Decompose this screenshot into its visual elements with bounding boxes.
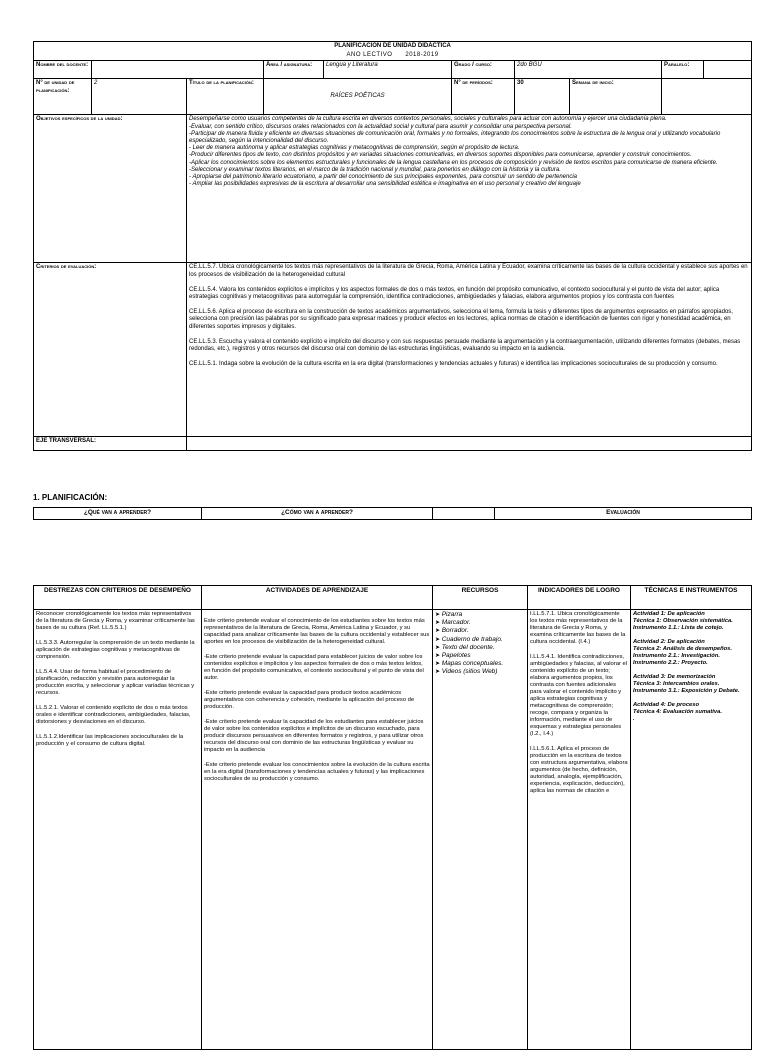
objetivo-item: -Participar de manera fluida y eficiente en diversas situaciones de comunicación oral, formales y no formales, integrando los conocimientos sobre la estructura de la lengua oral y utilizando vocabulario especializado, según la intencionalidad del discurso. (189, 130, 721, 145)
paralelo-label: Paralelo: (662, 61, 704, 79)
indicadores-cell (528, 610, 631, 1050)
tecnica-actividad: Actividad 4: De proceso (633, 702, 700, 708)
tecnica-tecnica: Técnica 4: Evaluación sumativa. (633, 709, 722, 715)
tecnica-instrumento: . (633, 716, 635, 722)
criterio-item: CE.LL.5.6. Aplica el proceso de escritura en la construcción de textos académicos argumentativos, selecciona el tema, formula la tesis y diferentes tipos de argumentos expresados en párrafos apropiados, selecciona con precisión las palabras por su significado para expresar matices y producir efectos en los lectores, aplica normas de citación e identificación de fuentes con rigor y honestidad académica, en diferentes soportes impresos y digitales. (189, 309, 733, 330)
main-table (33, 585, 752, 1050)
criterio-item: CE.LL.5.3. Escucha y valora el contenido explícito e implícito del discurso y con sus respuestas persuade mediante la argumentación y la contraargumentación, utilizando diferentes formatos (debates, mesas redondas, etc.), registros y otros recursos del discurso oral con dominio de las estructuras lingüísticas, evaluando su impacto en la audiencia. (189, 338, 741, 353)
semana-value[interactable] (662, 79, 752, 115)
docente-value[interactable] (92, 61, 264, 79)
objetivo-item: - Ampliar las posibilidades expresivas de la escritura al desarrollar una sensibilidad estética e imaginativa en el uso personal y creativo del lenguaje (189, 181, 581, 188)
area-value: Lengua y Literatura (324, 61, 452, 79)
periodos-value: 30 (515, 79, 570, 115)
tecnicas-header: TÉCNICAS E INSTRUMENTOS (631, 586, 752, 610)
recurso-item: ➤ Borrador. (435, 627, 525, 635)
evaluacion-header: Evaluación (495, 508, 752, 520)
recurso-item: ➤ Pizarra (435, 611, 525, 619)
actividad-item: -Este criterio pretende evaluar la capacidad para producir textos académicos argumentativos con coherencia y cohesión, mediante la aplicación del proceso de producción. (204, 690, 415, 710)
tecnica-block (633, 611, 749, 632)
criterios-text (187, 263, 752, 437)
grado-label: Grado / curso: (452, 61, 515, 79)
year-value: 2018-2019 (405, 52, 439, 59)
destreza-item: LL.5.3.3. Autorregular la comprensión de un texto mediante la aplicación de estrategias cognitivas y metacognitivas de comprensión. (36, 640, 195, 660)
tecnica-instrumento: Instrumento 1.1.: Lista de cotejo. (633, 625, 724, 631)
actividad-item: Este criterio pretende evaluar el conocimiento de los estudiantes sobre los textos más representativos de la literatura de Grecia, Roma, América Latina y Ecuador, y su capacidad para analizar críticamente las bases de la cultura occidental y establecer sus aportes en los procesos de visibilización de la heterogeneidad cultural. (204, 618, 430, 645)
actividades-cell (202, 610, 433, 1050)
criterio-item: CE.LL.5.1. Indaga sobre la evolución de la cultura escrita en la era digital (transformaciones y tendencias actuales y futuras) e identifica las implicaciones socioculturales de su producción y consumo. (189, 361, 718, 368)
eje-value[interactable] (187, 437, 752, 451)
objetivo-item: -Aplicar los conocimientos sobre los elementos estructurales y funcionales de la lengua castellana en los procesos de composición y revisión de textos escritos para comunicarse de manera eficiente. (189, 159, 718, 166)
indicador-item: I.LL.5.4.1. Identifica contradicciones, ambigüedades y falacias, al valorar el contenido explícito de un texto; elabora argumentos propios, los contrasta con fuentes adicionales para valorar el contenido implícito y aplica estrategias cognitivas y metacognitivas de comprensión; recoge, compara y organiza la información, mediante el uso de esquemas y estrategias personales (I.2., I.4.) (530, 654, 627, 737)
actividades-header: ACTIVIDADES DE APRENDIZAJE (202, 586, 433, 610)
recurso-item: ➤ Papelotes (435, 652, 525, 660)
tecnica-actividad: Actividad 3: De memorización (633, 674, 716, 680)
grado-value: 2do BGU (515, 61, 662, 79)
objetivo-item: Desempeñarse como usuarios competentes de la cultura escrita en diversos contextos personales, sociales y culturales para actuar con autonomía y ejercer una ciudadanía plena. (189, 116, 667, 123)
plan-header-table (33, 507, 752, 520)
tecnica-tecnica: Técnica 2: Análisis de desempeños. (633, 646, 733, 652)
destreza-item: Reconocer cronológicamente los textos más representativos de la literatura de Grecia y Roma, y examinar críticamente las bases de su cultura (Ref. LL.5.5.1.) (36, 611, 195, 631)
recursos-cell (433, 610, 528, 1050)
indicador-item: I.LL.5.6.1. Aplica el proceso de producción en la escritura de textos con estructura argumentativa, elabora argumentos (de hecho, definición, autoridad, analogía, ejemplificación, experiencia, explicación, deducción), aplica las normas de citación e (530, 746, 628, 794)
criterio-item: CE.LL.5.7. Ubica cronológicamente los textos más representativos de la literatura de Grecia, Roma, América Latina y Ecuador, examina críticamente las bases de la cultura occidental y establece sus aportes en los procesos de visibilización de la heterogeneidad cultural (189, 264, 748, 278)
tecnica-actividad: Actividad 1: De aplicación (633, 611, 705, 617)
recurso-item: ➤ Marcador. (435, 619, 525, 627)
titulo-label: Título de la planificación: (187, 79, 264, 115)
indicador-item: I.LL.5.7.1. Ubica cronológicamente los textos más representativos de la literatura de Grecia y Roma, y examina críticamente las bases de la cultura occidental. (I.4.) (530, 611, 626, 645)
recursos-list (435, 611, 525, 677)
page-title: PLANIFICACIÓN DE UNIDAD DIDÁCTICA (34, 42, 752, 52)
actividad-item: -Este criterio pretende evaluar la capacidad de los estudiantes para establecer juicios de valor sobre los contenidos explícitos e implícitos de un discurso escuchado, para producir discursos persuasivos en diferentes formatos y registros, y para utilizar otros recursos del discurso oral con dominio de las estructuras lingüísticas y evaluar su impacto en la audiencia (204, 719, 424, 753)
que-aprender-header: ¿Qué van a aprender? (34, 508, 202, 520)
actividad-item: -Este criterio pretende evaluar los conocimientos sobre la evolución de la cultura escrita en la era digital (transformaciones y tendencias actuales y futuras) y las implicaciones socioculturales de su producción y consumo. (204, 762, 430, 782)
tecnica-tecnica: Técnica 1: Observación sistemática. (633, 618, 733, 624)
destrezas-header: DESTREZAS CON CRITERIOS DE DESEMPEÑO (34, 586, 202, 610)
criterio-item: CE.LL.5.4. Valora los contenidos explícitos e implícitos y los aspectos formales de dos o más textos, en función del propósito comunicativo, el contexto sociocultural y el punto de vista del autor; aplica estrategias cognitivas y metacognitivas para autorregular la comprensión, identifica contradicciones, ambigüedades y falacias, elabora argumentos propios y los contrasta con fuentes (189, 286, 720, 301)
destrezas-cell (34, 610, 202, 1050)
indicadores-header: INDICADORES DE LOGRO (528, 586, 631, 610)
recurso-item: ➤ Cuaderno de trabajo. (435, 636, 525, 644)
eje-label: EJE TRANSVERSAL: (34, 437, 187, 451)
tecnica-instrumento: Instrumento 3.1.: Exposición y Debate. (633, 688, 740, 694)
unidad-value: 2 (92, 79, 187, 115)
tecnica-block (633, 639, 749, 667)
criterios-label: Criterios de evaluación: (34, 263, 187, 437)
objetivo-item: -Evaluar, con sentido crítico, discursos orales relacionados con la actualidad social y cultural para asumir y consolidar una perspectiva personal. (189, 123, 572, 130)
recurso-item: ➤ Videos (sitios Web) (435, 668, 525, 676)
semana-label: Semana de inicio: (570, 79, 662, 115)
recurso-item: ➤ Mapas conceptuales. (435, 660, 525, 668)
blank-header (433, 508, 495, 520)
destreza-item: LL.5.2.1. Valorar el contenido explícito de dos o más textos orales e identificar contradicciones, ambigüedades, falacias, distorsiones y desviaciones en el discurso. (36, 705, 191, 725)
tecnica-tecnica: Técnica 3: Intercambios orales. (633, 681, 720, 687)
actividad-item: -Este criterio pretende evaluar la capacidad para establecer juicios de valor sobre los contenidos explícitos e implícitos y los aspectos formales de dos o más textos leídos, en función del propósito comunicativo, el contexto sociocultural y el punto de vista del autor. (204, 654, 424, 681)
area-label: Área / asignatura: (264, 61, 324, 79)
objetivo-item: - Apropiarse del patrimonio literario ecuatoriano, a partir del conocimiento de sus principales exponentes, para construir un sentido de pertenencia (189, 174, 577, 181)
unidad-label: N° de unidad de planificación: (34, 79, 92, 115)
destreza-item: LL.5.4.4. Usar de forma habitual el procedimiento de planificación, redacción y revisión para autorregular la producción escrita, y seleccionar y aplicar variadas técnicas y recursos. (36, 669, 195, 696)
tecnica-block (633, 702, 749, 723)
objetivos-text (187, 115, 752, 263)
section-title: 1. PLANIFICACIÓN: (33, 493, 108, 502)
year-row (34, 51, 752, 61)
recurso-item: ➤ Texto del docente. (435, 644, 525, 652)
destreza-item: LL.5.1.2.Identificar las implicaciones socioculturales de la producción y el consumo de cultura digital. (36, 734, 184, 747)
titulo-value: RAÍCES POÉTICAS (264, 79, 452, 115)
tecnica-block (633, 674, 749, 695)
objetivo-item: -Seleccionar y examinar textos literarios, en el marco de la tradición nacional y mundial, para ponerlos en diálogo con la historia y la cultura. (189, 166, 561, 173)
tecnica-actividad: Actividad 2: De aplicación (633, 639, 705, 645)
recursos-header: RECURSOS (433, 586, 528, 610)
como-aprender-header: ¿Cómo van a aprender? (202, 508, 433, 520)
tecnicas-cell (631, 610, 752, 1050)
tecnica-instrumento: Instrumento 2.1.: Investigación. Instrumento 2.2.: Proyecto. (633, 653, 720, 666)
objetivo-item: - Leer de manera autónoma y aplicar estrategias cognitivas y metacognitivas de comprensión, según el propósito de lectura. (189, 145, 520, 152)
periodos-label: N° de períodos: (452, 79, 515, 115)
header-table (33, 41, 752, 451)
year-label: AÑO LECTIVO (346, 52, 393, 59)
objetivo-item: -Producir diferentes tipos de texto, con distintos propósitos y en variadas situaciones comunicativas, en diversos soportes disponibles para comunicarse, aprender y construir conocimientos. (189, 152, 692, 159)
docente-label: Nombre del docente: (34, 61, 92, 79)
paralelo-value[interactable] (704, 61, 752, 79)
objetivos-label: Objetivos específicos de la unidad: (34, 115, 187, 263)
